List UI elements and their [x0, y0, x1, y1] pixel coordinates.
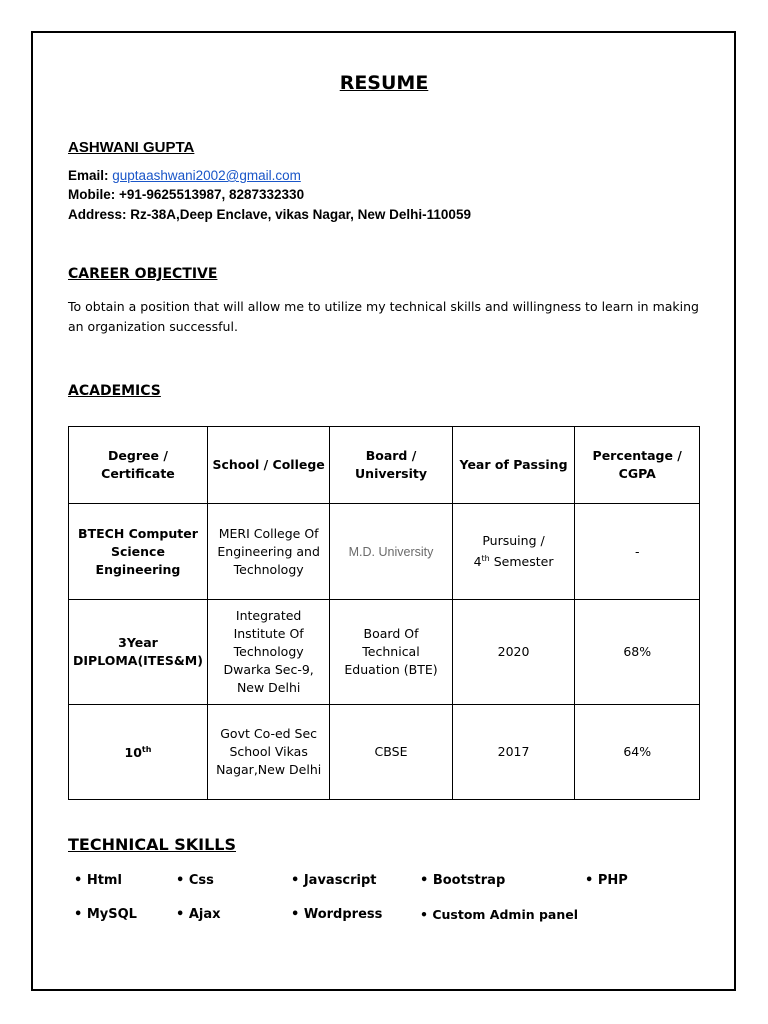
- skill-item: • PHP: [585, 873, 628, 888]
- cell-year: [452, 504, 575, 600]
- header-board: Board / University: [330, 427, 452, 504]
- cell-degree-sup: th: [141, 745, 152, 755]
- document-title: RESUME: [339, 72, 429, 94]
- skill-item: • Bootstrap: [420, 873, 506, 888]
- header-percentage: Percentage / CGPA: [575, 427, 700, 504]
- cell-board: Board Of Technical Eduation (BTE): [330, 600, 452, 705]
- cell-year: 2017: [452, 705, 575, 800]
- table-row: [69, 504, 700, 600]
- skill-item: • Javascript: [291, 873, 377, 888]
- cell-year-sup: th: [481, 553, 490, 563]
- cell-degree: [69, 705, 208, 800]
- cell-year-text: Pursuing /: [482, 532, 545, 548]
- cell-school: MERI College Of Engineering and Technology: [207, 504, 329, 600]
- header-school: School / College: [207, 427, 329, 504]
- cell-percentage: -: [575, 504, 700, 600]
- header-degree: Degree / Certificate: [69, 427, 208, 504]
- skill-item: • Wordpress: [291, 907, 383, 922]
- skill-item: • Custom Admin panel: [420, 907, 579, 922]
- email-link[interactable]: guptaashwani2002@gmail.com: [112, 168, 301, 183]
- cell-year: 2020: [452, 600, 575, 705]
- cell-degree: 3Year DIPLOMA(ITES&M): [69, 600, 208, 705]
- header-year: Year of Passing: [452, 427, 575, 504]
- address-line: [68, 207, 471, 222]
- mobile-line: [68, 187, 304, 202]
- table-row: [69, 705, 700, 800]
- mobile-label: Mobile:: [68, 187, 116, 202]
- table-header-row: [69, 427, 700, 504]
- skill-item: • Ajax: [176, 907, 221, 922]
- skill-item: • MySQL: [74, 907, 137, 922]
- skill-item: • Css: [176, 873, 214, 888]
- candidate-name: ASHWANI GUPTA: [68, 139, 195, 156]
- email-line: [68, 168, 301, 183]
- email-label: Email:: [68, 168, 109, 183]
- technical-skills-heading: TECHNICAL SKILLS: [68, 835, 236, 854]
- career-objective-heading: CAREER OBJECTIVE: [68, 266, 218, 282]
- skill-item: • Html: [74, 873, 122, 888]
- cell-degree-num: 10: [124, 745, 142, 761]
- table-row: [69, 600, 700, 705]
- career-objective-text: To obtain a position that will allow me to utilize my technical skills and willingness to learn in making an organization successful.: [68, 299, 699, 334]
- cell-school: Govt Co-ed Sec School Vikas Nagar,New Delhi: [207, 705, 329, 800]
- mobile-value: +91-9625513987, 8287332330: [119, 187, 305, 202]
- academics-table: [68, 426, 700, 800]
- cell-year-rest: Semester: [489, 554, 554, 570]
- cell-year-num: 4: [473, 554, 482, 570]
- cell-board: CBSE: [330, 705, 452, 800]
- academics-heading: ACADEMICS: [68, 383, 161, 399]
- address-value: Rz-38A,Deep Enclave, vikas Nagar, New Delhi-110059: [130, 207, 471, 222]
- cell-percentage: 64%: [575, 705, 700, 800]
- address-label: Address:: [68, 207, 127, 222]
- cell-degree: BTECH Computer Science Engineering: [69, 504, 208, 600]
- cell-board: M.D. University: [330, 504, 452, 600]
- cell-percentage: 68%: [575, 600, 700, 705]
- cell-school: Integrated Institute Of Technology Dwarka Sec-9, New Delhi: [207, 600, 329, 705]
